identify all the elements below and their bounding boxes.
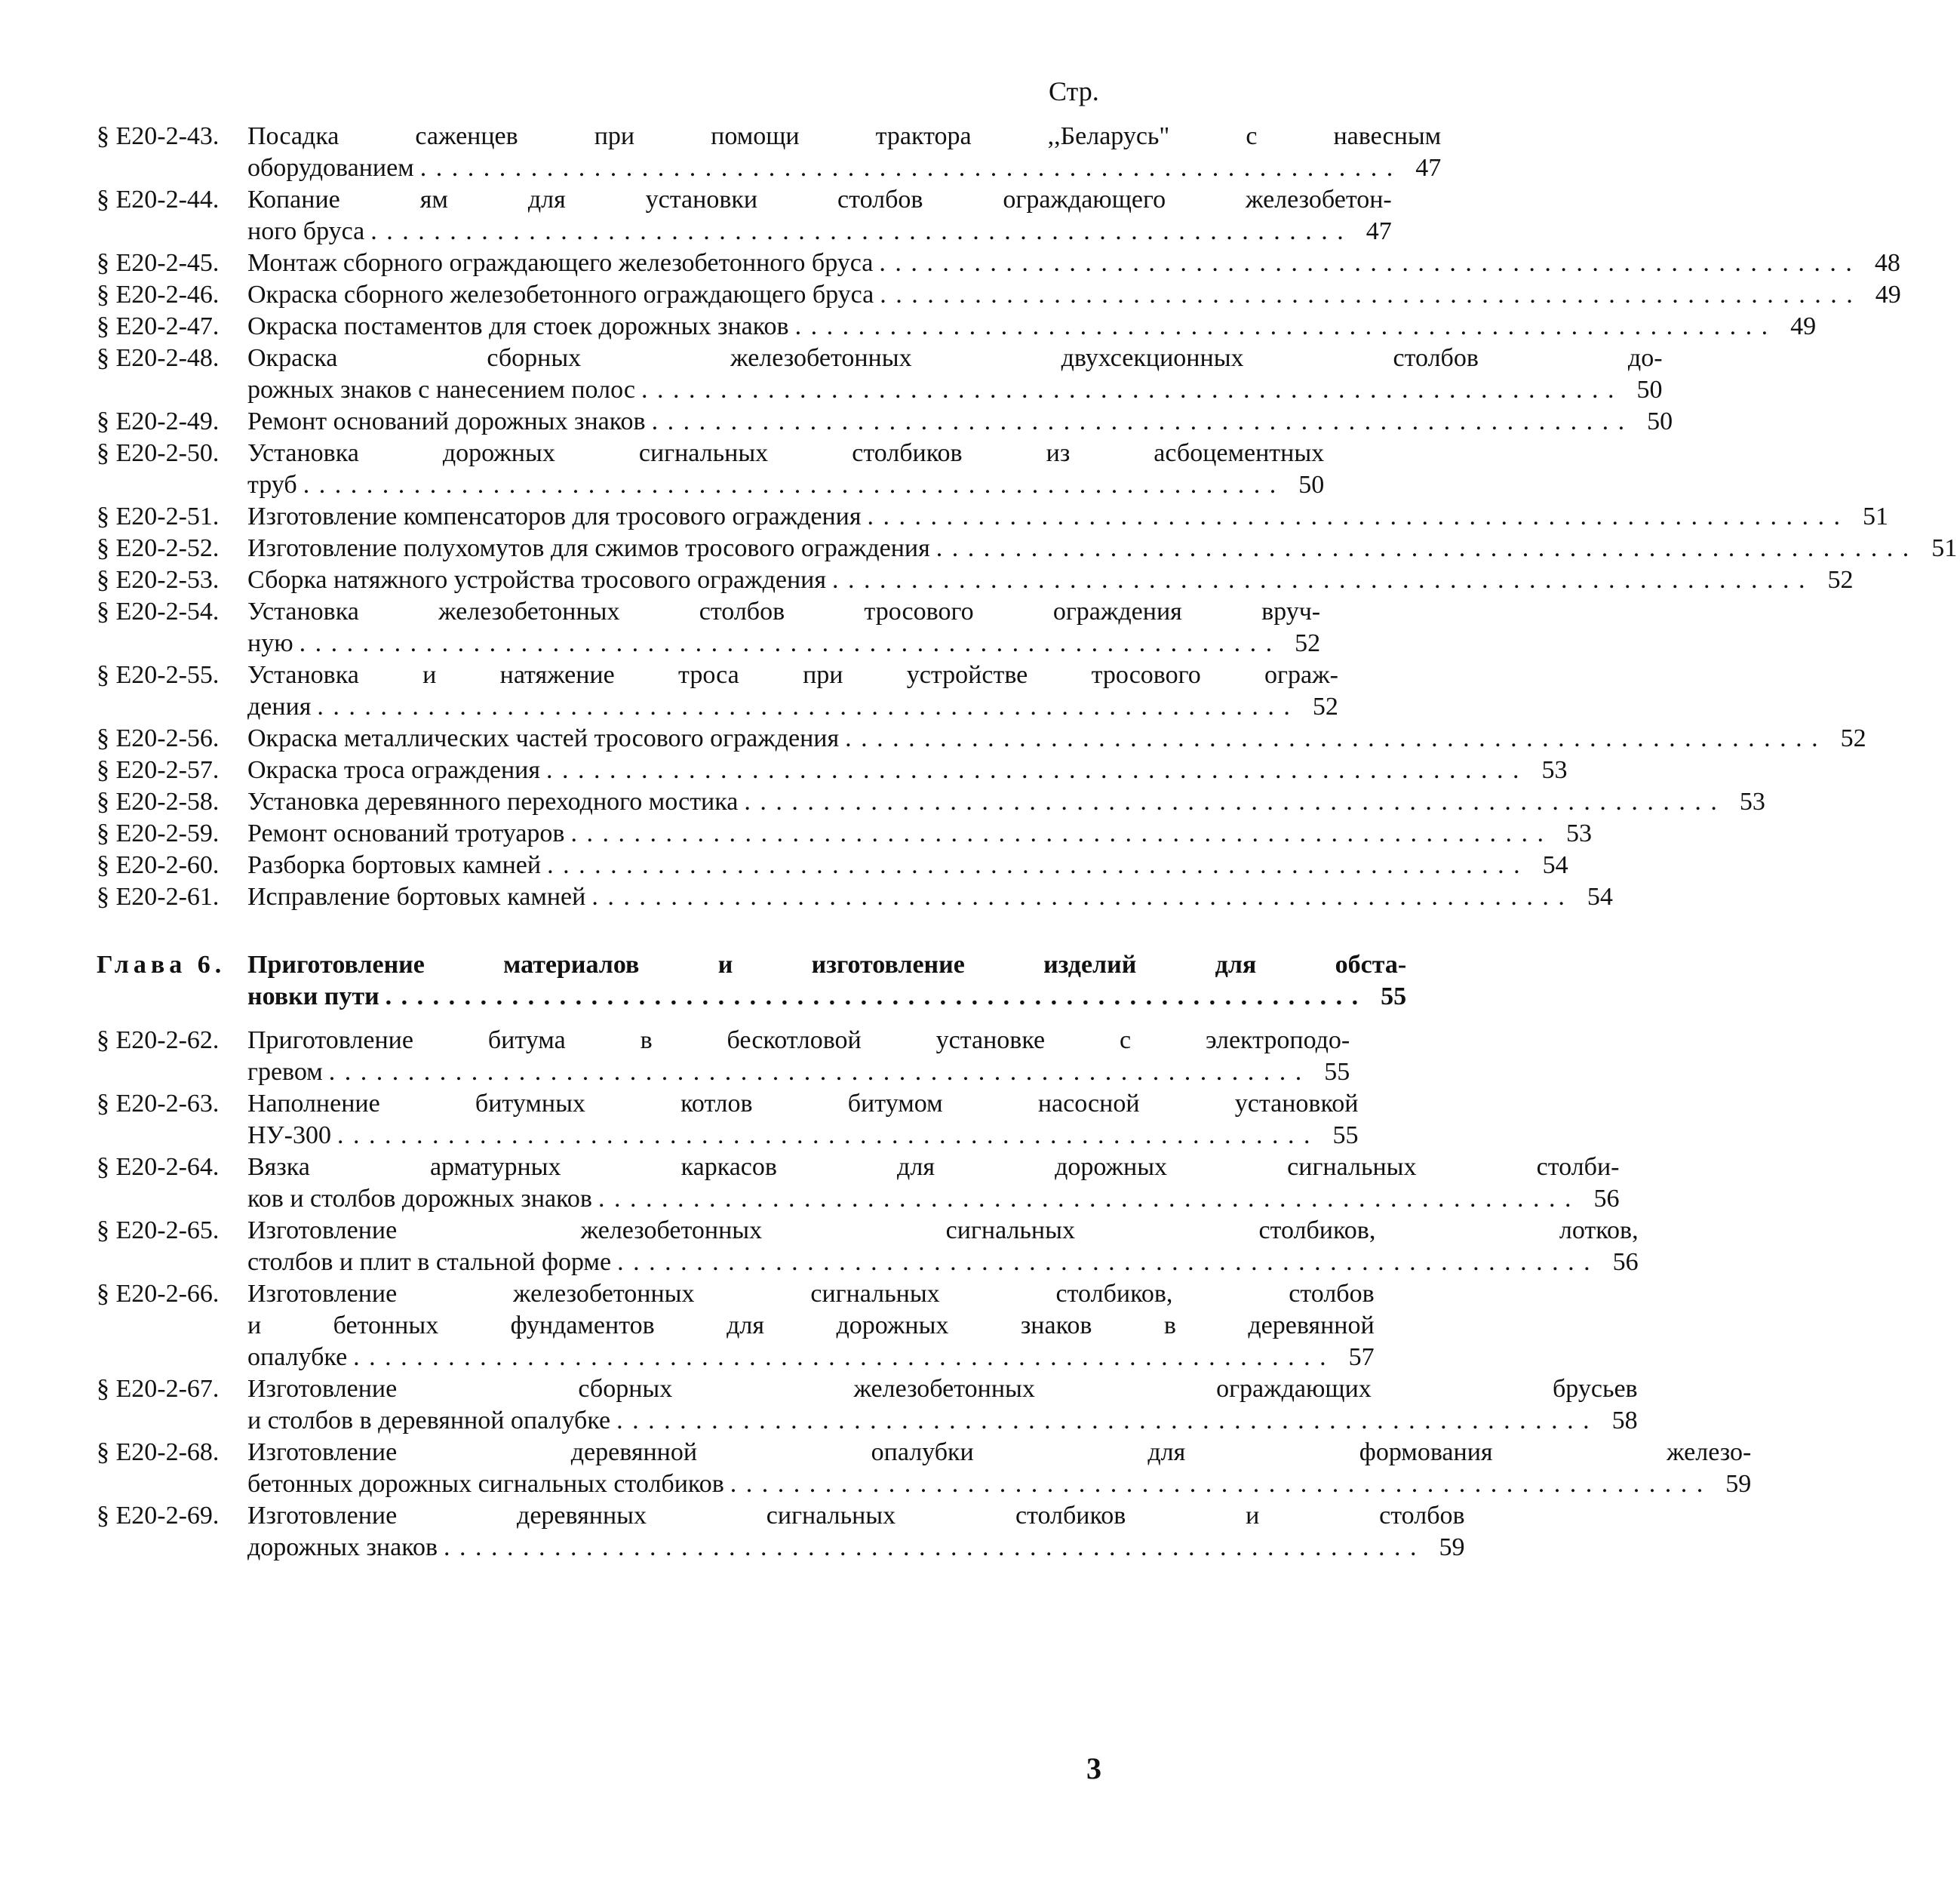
entry-section-id: § E20-2-48. (97, 344, 220, 372)
entry-section-id: § E20-2-47. (97, 312, 220, 340)
dot-leader: . . . . . . . . . . . . . . . . . . . . . . . . . . . . . . . . . . . . . . . . . . . . . . . . . . . . . . . . . . . . . . (299, 629, 1274, 657)
entry-title-line: Сборка натяжного устройства тросового ограждения (247, 566, 827, 594)
entry-last-line (247, 1056, 1350, 1088)
entry-section-id: § E20-2-66. (97, 1280, 220, 1308)
entry-title-line: Разборка бортовых камней (247, 851, 542, 879)
entry-section-id: § E20-2-61. (97, 883, 220, 911)
entry-title-line: Монтаж сборного ограждающего железобетонного бруса (247, 249, 874, 277)
entry-title (247, 723, 1869, 755)
toc-entry (97, 406, 1673, 438)
entry-title-line: Копание ям для установки столбов ограждающего железобетон- (247, 186, 1392, 214)
entry-page-number: 54 (1587, 883, 1613, 911)
dot-leader: . . . . . . . . . . . . . . . . . . . . . . . . . . . . . . . . . . . . . . . . . . . . . . . . . . . . . . . . . . . . . . (336, 1121, 1312, 1149)
entry-page-number: 56 (1612, 1248, 1639, 1276)
toc-entry (97, 1278, 1375, 1373)
toc-entry (97, 1152, 1620, 1215)
entry-last-line (247, 1342, 1375, 1373)
entry-title-line: Вязка арматурных каркасов для дорожных сигнальных столби- (247, 1153, 1620, 1181)
entry-section-id: § E20-2-51. (97, 503, 220, 530)
entry-page-number: 49 (1790, 312, 1817, 340)
entry-title-line: ков и столбов дорожных знаков (247, 1185, 592, 1213)
entry-title-line: гревом (247, 1058, 323, 1086)
entry-title-line: труб (247, 471, 297, 499)
dot-leader: . . . . . . . . . . . . . . . . . . . . . . . . . . . . . . . . . . . . . . . . . . . . . . . . . . . . . . . . . . . . . . (794, 312, 1770, 340)
entry-title (247, 1437, 1754, 1500)
entry-section-id: § E20-2-62. (97, 1026, 220, 1054)
entry-title-line: Окраска сборного железобетонного ограждающего бруса (247, 281, 874, 309)
dot-leader: . . . . . . . . . . . . . . . . . . . . . . . . . . . . . . . . . . . . . . . . . . . . . . . . . . . . . . . . . . . . . . (419, 154, 1395, 182)
entry-title (247, 660, 1341, 723)
dot-leader: . . . . . . . . . . . . . . . . . . . . . . . . . . . . . . . . . . . . . . . . . . . . . . . . . . . . . . . . . . . . . . (591, 883, 1566, 911)
entry-last-line (247, 1468, 1751, 1500)
entry-section-id: § E20-2-55. (97, 661, 220, 689)
entry-last-line (247, 1183, 1619, 1215)
entry-page-number: 50 (1636, 376, 1663, 404)
entry-title-line: Ремонт оснований тротуаров (247, 819, 565, 847)
entry-title (247, 755, 1571, 786)
dot-leader: . . . . . . . . . . . . . . . . . . . . . . . . . . . . . . . . . . . . . . . . . . . . . . . . . . . . . . . . . . . . . . (328, 1058, 1304, 1086)
table-of-contents (97, 121, 1958, 1564)
entry-title-line: Установка и натяжение троса при устройстве тросового ограж- (247, 661, 1338, 689)
dot-leader: . . . . . . . . . . . . . . . . . . . . . . . . . . . . . . . . . . . . . . . . . . . . . . . . . . . . . . . . . . . . . . (617, 1248, 1592, 1276)
toc-entry (97, 786, 1765, 818)
entry-section-id: § E20-2-68. (97, 1438, 220, 1466)
entry-last-line (247, 981, 1406, 1013)
entry-last-line (247, 406, 1673, 438)
entry-page-number: 55 (1324, 1058, 1350, 1086)
entry-page-number: 47 (1415, 154, 1442, 182)
entry-section-id: § E20-2-57. (97, 756, 220, 784)
spacer (97, 913, 1077, 949)
entry-page-number: 54 (1542, 851, 1568, 879)
entry-last-line (247, 1247, 1639, 1278)
entry-section-id: § E20-2-43. (97, 122, 220, 150)
entry-last-line (247, 628, 1320, 660)
dot-leader: . . . . . . . . . . . . . . . . . . . . . . . . . . . . . . . . . . . . . . . . . . . . . . . . . . . . . . . . . . . . . . (879, 249, 1854, 277)
entry-page-number: 53 (1565, 819, 1592, 847)
entry-title-line: и столбов в деревянной опалубке (247, 1407, 611, 1434)
entry-last-line (247, 374, 1663, 406)
entry-title-line: Установка деревянного переходного мостика (247, 788, 739, 816)
entry-section-id: § E20-2-64. (97, 1153, 220, 1181)
entry-section-id: § E20-2-52. (97, 534, 220, 562)
entry-section-id: § E20-2-50. (97, 439, 220, 467)
entry-title-line: Изготовление деревянной опалубки для формования железо- (247, 1438, 1752, 1466)
dot-leader: . . . . . . . . . . . . . . . . . . . . . . . . . . . . . . . . . . . . . . . . . . . . . . . . . . . . . . . . . . . . . . (598, 1185, 1573, 1213)
toc-entry (97, 723, 1866, 755)
entry-last-line (247, 850, 1568, 881)
entry-section-id: § E20-2-67. (97, 1375, 220, 1403)
dot-leader: . . . . . . . . . . . . . . . . . . . . . . . . . . . . . . . . . . . . . . . . . . . . . . . . . . . . . . . . . . . . . . (845, 724, 1820, 752)
entry-title (247, 564, 1857, 596)
entry-section-id: § E20-2-53. (97, 566, 220, 594)
entry-title-line: бетонных дорожных сигнальных столбиков (247, 1470, 724, 1498)
entry-title-line: дорожных знаков (247, 1533, 438, 1561)
toc-entry (97, 438, 1325, 501)
entry-title (247, 1278, 1378, 1373)
entry-title (247, 279, 1904, 311)
entry-title-line: новки пути (247, 982, 379, 1010)
dot-leader: . . . . . . . . . . . . . . . . . . . . . . . . . . . . . . . . . . . . . . . . . . . . . . . . . . . . . . . . . . . . . . (303, 471, 1278, 499)
entry-section-id: § E20-2-54. (97, 598, 220, 626)
toc-entry (97, 501, 1888, 533)
entry-title (247, 1025, 1353, 1088)
entry-page-number: 56 (1593, 1185, 1620, 1213)
spacer (97, 1013, 1077, 1025)
entry-last-line (247, 564, 1854, 596)
dot-leader: . . . . . . . . . . . . . . . . . . . . . . . . . . . . . . . . . . . . . . . . . . . . . . . . . . . . . . . . . . . . . . (546, 756, 1521, 784)
toc-entry (97, 564, 1854, 596)
entry-last-line (247, 279, 1901, 311)
toc-entry (97, 850, 1568, 881)
toc-entry (97, 279, 1901, 311)
entry-title-line: Установка дорожных сигнальных столбиков из асбоцементных (247, 439, 1325, 467)
entry-title-line: оборудованием (247, 154, 414, 182)
entry-page-number: 52 (1312, 693, 1338, 721)
toc-entry (97, 121, 1442, 184)
entry-section-id: Глава 6. (97, 951, 226, 979)
entry-title (247, 184, 1395, 248)
entry-section-id: § E20-2-63. (97, 1090, 220, 1118)
entry-title (247, 1500, 1468, 1564)
page-column-label: Стр. (1049, 76, 1099, 106)
entry-title-line: Окраска металлических частей тросового ограждения (247, 724, 840, 752)
toc-entry (97, 1088, 1359, 1152)
entry-section-id: § E20-2-69. (97, 1502, 220, 1530)
toc-entry (97, 1215, 1639, 1278)
entry-page-number: 55 (1381, 982, 1407, 1010)
entry-title (247, 1088, 1361, 1152)
entry-page-number: 50 (1647, 407, 1673, 435)
toc-entry (97, 184, 1392, 248)
dot-leader: . . . . . . . . . . . . . . . . . . . . . . . . . . . . . . . . . . . . . . . . . . . . . . . . . . . . . . . . . . . . . . (616, 1407, 1591, 1434)
toc-entry (97, 1437, 1752, 1500)
chapter-entry (97, 949, 1407, 1013)
entry-page-number: 52 (1827, 566, 1854, 594)
entry-section-id: § E20-2-56. (97, 724, 220, 752)
entry-section-id: § E20-2-46. (97, 281, 220, 309)
entry-last-line (247, 216, 1392, 248)
entry-page-number: 49 (1875, 281, 1901, 309)
entry-page-number: 55 (1332, 1121, 1359, 1149)
entry-title-line: Изготовление полухомутов для сжимов тросового ограждения (247, 534, 930, 562)
entry-title (247, 786, 1768, 818)
entry-page-number: 47 (1366, 217, 1392, 245)
entry-title-line: Изготовление деревянных сигнальных столбиков и столбов (247, 1502, 1465, 1530)
dot-leader: . . . . . . . . . . . . . . . . . . . . . . . . . . . . . . . . . . . . . . . . . . . . . . . . . . . . . . . . . . . . . . (867, 503, 1842, 530)
entry-last-line (247, 1120, 1358, 1152)
entry-page-number: 59 (1725, 1470, 1752, 1498)
entry-last-line (247, 248, 1900, 279)
entry-last-line (247, 533, 1957, 564)
entry-title-line: опалубке (247, 1343, 348, 1371)
dot-leader: . . . . . . . . . . . . . . . . . . . . . . . . . . . . . . . . . . . . . . . . . . . . . . . . . . . . . . . . . . . . . . (744, 788, 1719, 816)
entry-title-line: Изготовление сборных железобетонных ограждающих брусьев (247, 1375, 1638, 1403)
entry-page-number: 52 (1840, 724, 1866, 752)
toc-entry (97, 343, 1663, 406)
entry-section-id: § E20-2-45. (97, 249, 220, 277)
entry-title (247, 311, 1819, 343)
entry-title (247, 818, 1595, 850)
entry-title-line: и бетонных фундаментов для дорожных знаков в деревянной (247, 1311, 1375, 1339)
page-number: 3 (1086, 1751, 1101, 1785)
entry-page-number: 58 (1611, 1407, 1638, 1434)
entry-last-line (247, 818, 1592, 850)
entry-last-line (247, 501, 1888, 533)
entry-title-line: Приготовление материалов и изготовление изделий для обста- (247, 951, 1407, 979)
entry-title (247, 1373, 1641, 1437)
entry-last-line (247, 755, 1568, 786)
entry-title (247, 881, 1616, 913)
entry-last-line (247, 881, 1613, 913)
dot-leader: . . . . . . . . . . . . . . . . . . . . . . . . . . . . . . . . . . . . . . . . . . . . . . . . . . . . . . . . . . . . . . (651, 407, 1627, 435)
entry-title-line: Окраска сборных железобетонных двухсекционных столбов до- (247, 344, 1663, 372)
entry-title-line: Ремонт оснований дорожных знаков (247, 407, 646, 435)
entry-section-id: § E20-2-58. (97, 788, 220, 816)
entry-last-line (247, 723, 1866, 755)
entry-title (247, 501, 1891, 533)
entry-page-number: 59 (1439, 1533, 1465, 1561)
entry-last-line (247, 311, 1816, 343)
toc-entry (97, 755, 1568, 786)
dot-leader: . . . . . . . . . . . . . . . . . . . . . . . . . . . . . . . . . . . . . . . . . . . . . . . . . . . . . . . . . . . . . . (935, 534, 1911, 562)
toc-entry (97, 660, 1338, 723)
entry-page-number: 48 (1874, 249, 1900, 277)
toc-entry (97, 1373, 1638, 1437)
entry-title (247, 1215, 1642, 1278)
toc-entry (97, 818, 1592, 850)
toc-entry (97, 311, 1817, 343)
entry-page-number: 51 (1931, 534, 1958, 562)
entry-last-line (247, 469, 1324, 501)
entry-title (247, 406, 1676, 438)
entry-title (247, 533, 1960, 564)
entry-section-id: § E20-2-44. (97, 186, 220, 214)
dot-leader: . . . . . . . . . . . . . . . . . . . . . . . . . . . . . . . . . . . . . . . . . . . . . . . . . . . . . . . . . . . . . . (317, 693, 1292, 721)
entry-title-line: Установка железобетонных столбов тросового ограждения вруч- (247, 598, 1321, 626)
entry-page-number: 53 (1739, 788, 1765, 816)
entry-title (247, 949, 1409, 1013)
toc-entry (97, 533, 1958, 564)
toc-entry (97, 1025, 1350, 1088)
entry-title-line: столбов и плит в стальной форме (247, 1248, 612, 1276)
dot-leader: . . . . . . . . . . . . . . . . . . . . . . . . . . . . . . . . . . . . . . . . . . . . . . . . . . . . . . . . . . . . . . (832, 566, 1807, 594)
toc-entry (97, 596, 1321, 660)
entry-title-line: дения (247, 693, 312, 721)
entry-title-line: Посадка саженцев при помощи трактора ,,Беларусь" с навесным (247, 122, 1442, 150)
entry-page-number: 50 (1298, 471, 1325, 499)
toc-entry (97, 248, 1900, 279)
entry-title (247, 1152, 1622, 1215)
entry-title-line: Окраска постаментов для стоек дорожных знаков (247, 312, 789, 340)
entry-title-line: Изготовление железобетонных сигнальных столбиков, столбов (247, 1280, 1375, 1308)
entry-title-line: НУ-300 (247, 1121, 331, 1149)
entry-title-line: Изготовление железобетонных сигнальных столбиков, лотков, (247, 1216, 1639, 1244)
entry-page-number: 57 (1348, 1343, 1375, 1371)
entry-section-id: § E20-2-65. (97, 1216, 220, 1244)
dot-leader: . . . . . . . . . . . . . . . . . . . . . . . . . . . . . . . . . . . . . . . . . . . . . . . . . . . . . . . . . . . . . . (641, 376, 1616, 404)
entry-section-id: § E20-2-49. (97, 407, 220, 435)
entry-section-id: § E20-2-59. (97, 819, 220, 847)
entry-title-line: Наполнение битумных котлов битумом насосной установкой (247, 1090, 1359, 1118)
entry-title-line: ную (247, 629, 293, 657)
entry-title-line: Приготовление битума в бескотловой установке с электроподо- (247, 1026, 1350, 1054)
dot-leader: . . . . . . . . . . . . . . . . . . . . . . . . . . . . . . . . . . . . . . . . . . . . . . . . . . . . . . . . . . . . . . (730, 1470, 1705, 1498)
entry-section-id: § E20-2-60. (97, 851, 220, 879)
entry-last-line (247, 1532, 1465, 1564)
dot-leader: . . . . . . . . . . . . . . . . . . . . . . . . . . . . . . . . . . . . . . . . . . . . . . . . . . . . . . . . . . . . . . (353, 1343, 1328, 1371)
entry-page-number: 52 (1295, 629, 1321, 657)
toc-entry (97, 1500, 1465, 1564)
dot-leader: . . . . . . . . . . . . . . . . . . . . . . . . . . . . . . . . . . . . . . . . . . . . . . . . . . . . . . . . . . . . . . (385, 982, 1360, 1010)
entry-last-line (247, 152, 1441, 184)
entry-page-number: 51 (1863, 503, 1888, 530)
entry-title (247, 850, 1571, 881)
entry-title-line: рожных знаков с нанесением полос (247, 376, 636, 404)
entry-title-line: ного бруса (247, 217, 365, 245)
entry-title (247, 343, 1666, 406)
entry-last-line (247, 786, 1765, 818)
dot-leader: . . . . . . . . . . . . . . . . . . . . . . . . . . . . . . . . . . . . . . . . . . . . . . . . . . . . . . . . . . . . . . (547, 851, 1522, 879)
dot-leader: . . . . . . . . . . . . . . . . . . . . . . . . . . . . . . . . . . . . . . . . . . . . . . . . . . . . . . . . . . . . . . (570, 819, 1545, 847)
dot-leader: . . . . . . . . . . . . . . . . . . . . . . . . . . . . . . . . . . . . . . . . . . . . . . . . . . . . . . . . . . . . . . (444, 1533, 1418, 1561)
entry-title-line: Изготовление компенсаторов для тросового ограждения (247, 503, 862, 530)
entry-title-line: Исправление бортовых камней (247, 883, 586, 911)
entry-title (247, 121, 1444, 184)
entry-last-line (247, 1405, 1638, 1437)
entry-title (247, 438, 1327, 501)
entry-title (247, 248, 1903, 279)
dot-leader: . . . . . . . . . . . . . . . . . . . . . . . . . . . . . . . . . . . . . . . . . . . . . . . . . . . . . . . . . . . . . . (370, 217, 1345, 245)
entry-last-line (247, 691, 1338, 723)
entry-title-line: Окраска троса ограждения (247, 756, 541, 784)
entry-title (247, 596, 1323, 660)
dot-leader: . . . . . . . . . . . . . . . . . . . . . . . . . . . . . . . . . . . . . . . . . . . . . . . . . . . . . . . . . . . . . . (880, 281, 1854, 309)
entry-page-number: 53 (1541, 756, 1568, 784)
toc-entry (97, 881, 1613, 913)
